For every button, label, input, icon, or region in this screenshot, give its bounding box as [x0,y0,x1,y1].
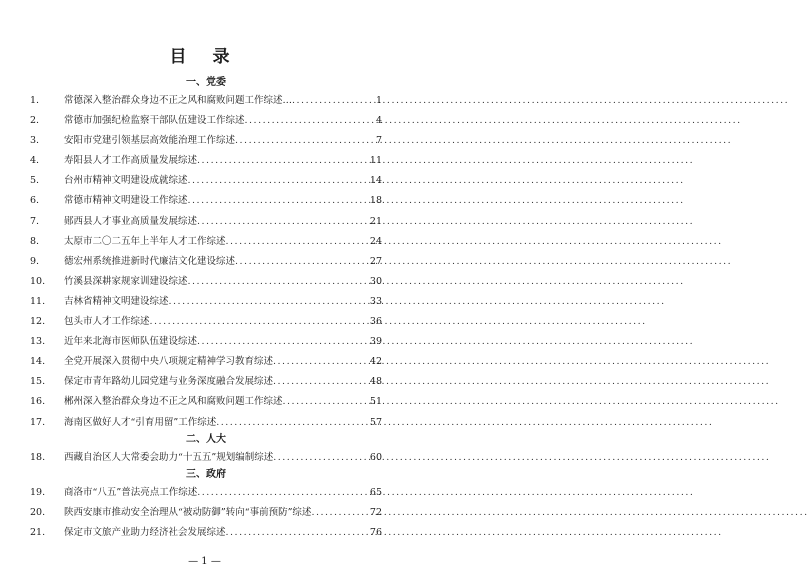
entry-page-number: 14 [369,175,382,187]
dot-leader [150,312,369,332]
dot-leader [188,272,369,292]
entry-page-number: 42 [369,356,382,368]
entry-number: 20. [30,506,46,518]
entry-number: 10. [30,275,46,287]
entry-number: 8. [30,235,40,247]
entry-number: 17. [30,416,46,428]
entry-page-number: 60 [369,451,382,463]
dot-leader [188,171,369,191]
toc-entry[interactable] [30,372,382,392]
dot-leader [216,413,369,433]
toc-entry[interactable] [30,448,382,468]
toc-entry[interactable] [30,503,382,523]
toc-entry[interactable] [30,91,382,111]
entry-title: 常德深入整治群众身边不正之风和腐败问题工作综述… [64,95,293,106]
entry-title: 海南区做好人才“引育用留”工作综述 [64,416,217,428]
entry-title: 常德市加强纪检监察干部队伍建设工作综述 [64,115,245,127]
entry-title: 保定市文旅产业助力经济社会发展综述 [64,526,226,538]
entry-page-number: 48 [369,376,382,388]
toc-entry[interactable] [30,332,382,352]
toc-entry[interactable] [30,483,382,503]
toc-entry[interactable] [30,151,382,171]
entry-title: 寿阳县人才工作高质量发展综述 [64,155,198,167]
entry-title: 包头市人才工作综述 [64,316,150,328]
entry-page-number: 57 [369,416,382,428]
entry-title: 保定市青年路幼儿园党建与业务深度融合发展综述 [64,376,274,388]
toc-entry[interactable] [30,111,382,131]
dot-leader [197,212,369,232]
entry-number: 6. [30,195,40,207]
toc-entry[interactable] [30,252,382,272]
entry-number: 7. [30,215,40,227]
dot-leader [235,252,369,272]
dot-leader [197,483,369,503]
entry-page-number: 21 [369,215,382,227]
toc-entry[interactable] [30,232,382,252]
dot-leader [197,151,369,171]
entry-title: 商洛市“八五”普法亮点工作综述 [64,486,198,498]
entry-number: 1. [30,95,40,106]
dot-leader [273,352,369,372]
toc-entry[interactable] [30,171,382,191]
entry-number: 21. [30,526,46,538]
entry-title: 台州市精神文明建设成就综述 [64,175,188,187]
entry-page-number: 4 [375,115,382,127]
page-title: 目 录 [169,47,240,67]
dot-leader [235,131,375,151]
entry-title: 近年来北海市医师队伍建设综述 [64,336,198,348]
entry-title: 太原市二〇二五年上半年人才工作综述 [64,235,226,247]
entry-title: 常德市精神文明建设工作综述 [64,195,188,207]
entry-title: 全党开展深入贯彻中央八项规定精神学习教育综述 [64,356,274,368]
entry-title: 郴州深入整治群众身边不正之风和腐败问题工作综述 [64,396,283,408]
dot-leader [273,448,369,468]
entry-number: 19. [30,486,46,498]
entry-number: 14. [30,356,46,368]
toc-entry[interactable] [30,191,382,211]
entry-page-number: 72 [369,506,382,518]
entry-page-number: 33 [369,295,382,307]
entry-number: 5. [30,175,40,187]
entry-number: 4. [30,155,40,167]
entry-number: 16. [30,396,46,408]
entry-number: 3. [30,135,40,147]
entry-page-number: 18 [369,195,382,207]
entry-page-number: 27 [369,255,382,267]
toc-entry[interactable] [30,392,382,412]
entry-title: 德宏州系统推进新时代廉洁文化建设综述 [64,255,236,267]
page-number: — 1 — [188,556,221,567]
section-heading: 一、党委 [186,77,226,88]
dot-leader [245,111,375,131]
table-of-contents [30,76,382,543]
entry-page-number: 11 [369,155,382,167]
dot-leader [226,523,369,543]
entry-title: 西藏自治区人大常委会助力“十五五”规划编制综述 [64,451,274,463]
dot-leader [273,372,369,392]
toc-entry[interactable] [30,272,382,292]
entry-page-number: 76 [369,526,382,538]
dot-leader [292,91,375,111]
entry-number: 12. [30,316,46,328]
entry-page-number: 51 [369,396,382,408]
toc-entry[interactable] [30,292,382,312]
dot-leader [188,191,369,211]
toc-entry[interactable] [30,131,382,151]
entry-page-number: 1 [375,95,382,106]
section-heading: 三、政府 [186,468,226,480]
dot-leader [311,503,368,523]
entry-number: 9. [30,255,40,267]
dot-leader [226,232,369,252]
entry-number: 15. [30,376,46,388]
entry-page-number: 39 [369,336,382,348]
dot-leader [169,292,369,312]
entry-page-number: 7 [375,135,382,147]
entry-title: 吉林省精神文明建设综述 [64,295,169,307]
toc-entry[interactable] [30,352,382,372]
entry-number: 2. [30,115,40,127]
dot-leader [197,332,369,352]
entry-title: 安阳市党建引领基层高效能治理工作综述 [64,135,236,147]
entry-title: 竹溪县深耕家规家训建设综述 [64,275,188,287]
entry-number: 18. [30,451,46,463]
entry-page-number: 24 [369,235,382,247]
entry-page-number: 36 [369,316,382,328]
entry-title: 郧西县人才事业高质量发展综述 [64,215,198,227]
toc-entry[interactable] [30,312,382,332]
toc-entry[interactable] [30,212,382,232]
section-heading: 二、人大 [186,433,226,445]
toc-entry[interactable] [30,523,382,543]
entry-title: 陕西安康市推动安全治理从“被动防御”转向“事前预防”综述 [64,506,312,518]
entry-page-number: 30 [369,275,382,287]
toc-entry[interactable] [30,413,382,433]
entry-number: 13. [30,336,46,348]
entry-number: 11. [30,295,46,307]
dot-leader [283,392,369,412]
entry-page-number: 65 [369,486,382,498]
